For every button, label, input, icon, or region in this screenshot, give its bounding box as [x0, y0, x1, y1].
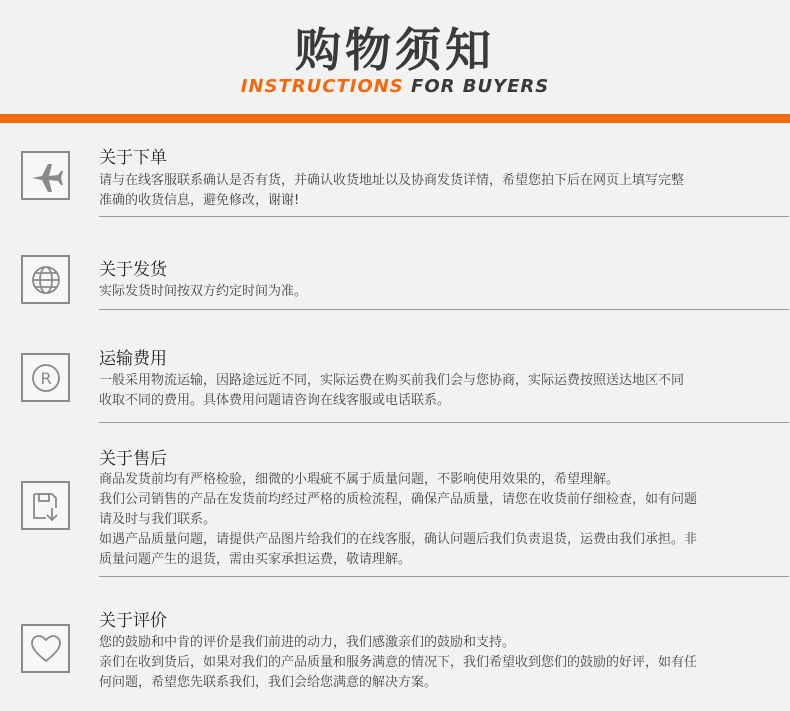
page-title: 购物须知: [295, 23, 495, 77]
subtitle-part1: INSTRUCTIONS: [240, 76, 404, 97]
body-line: 收取不同的费用。具体费用问题请咨询在线客服或电话联系。: [99, 393, 451, 408]
body-line: 准确的收货信息，避免修改，谢谢!: [99, 193, 300, 208]
svg-text:R: R: [39, 368, 52, 388]
body-line: 何问题，希望您先联系我们，我们会给您满意的解决方案。: [99, 675, 438, 690]
airplane-icon: [21, 151, 70, 200]
subtitle-part2: FOR BUYERS: [411, 76, 550, 97]
body-line: 商品发货前均有严格检验，细微的小瑕疵不属于质量问题，不影响使用效果的，希望理解。: [99, 472, 620, 487]
section-body: [99, 371, 759, 411]
section-body: [99, 470, 759, 570]
body-line: 请及时与我们联系。: [99, 512, 217, 527]
body-line: 我们公司销售的产品在发货前均经过严格的质检流程，确保产品质量，请您在收货前仔细检查，如有问题: [99, 492, 698, 507]
section-divider: [99, 576, 789, 577]
registered-icon: [21, 353, 70, 402]
section-divider: [99, 309, 789, 310]
globe-icon: [21, 255, 70, 304]
body-line: 如遇产品质量问题，请提供产品图片给我们的在线客服，确认问题后我们负责退货，运费由我们承担。非: [99, 532, 698, 547]
save-download-icon: [21, 481, 70, 530]
section-title: 关于发货: [99, 260, 167, 280]
section-body: [99, 633, 759, 693]
section-title: 关于下单: [99, 148, 167, 168]
section-body: [99, 282, 759, 302]
header: [0, 0, 790, 118]
body-line: 质量问题产生的退货，需由买家承担运费，敬请理解。: [99, 552, 412, 567]
section-title: 关于售后: [99, 449, 167, 469]
body-line: 一般采用物流运输，因路途远近不同，实际运费在购买前我们会与您协商，实际运费按照送达地区不同: [99, 373, 685, 388]
section-divider: [99, 216, 789, 217]
body-line: 亲们在收到货后，如果对我们的产品质量和服务满意的情况下，我们希望收到您们的鼓励的好评，如有任: [99, 655, 698, 670]
section-divider: [99, 422, 789, 423]
section-title: 运输费用: [99, 349, 167, 369]
body-line: 请与在线客服联系确认是否有货，并确认收货地址以及协商发货详情，希望您拍下后在网页上填写完整: [99, 173, 685, 188]
heart-icon: [21, 624, 70, 673]
section-title: 关于评价: [99, 611, 167, 631]
header-divider: [0, 114, 790, 123]
body-line: 实际发货时间按双方约定时间为准。: [99, 284, 308, 299]
page-subtitle: [0, 76, 790, 97]
body-line: 您的鼓励和中肯的评价是我们前进的动力，我们感激亲们的鼓励和支持。: [99, 635, 516, 650]
section-body: [99, 171, 759, 211]
